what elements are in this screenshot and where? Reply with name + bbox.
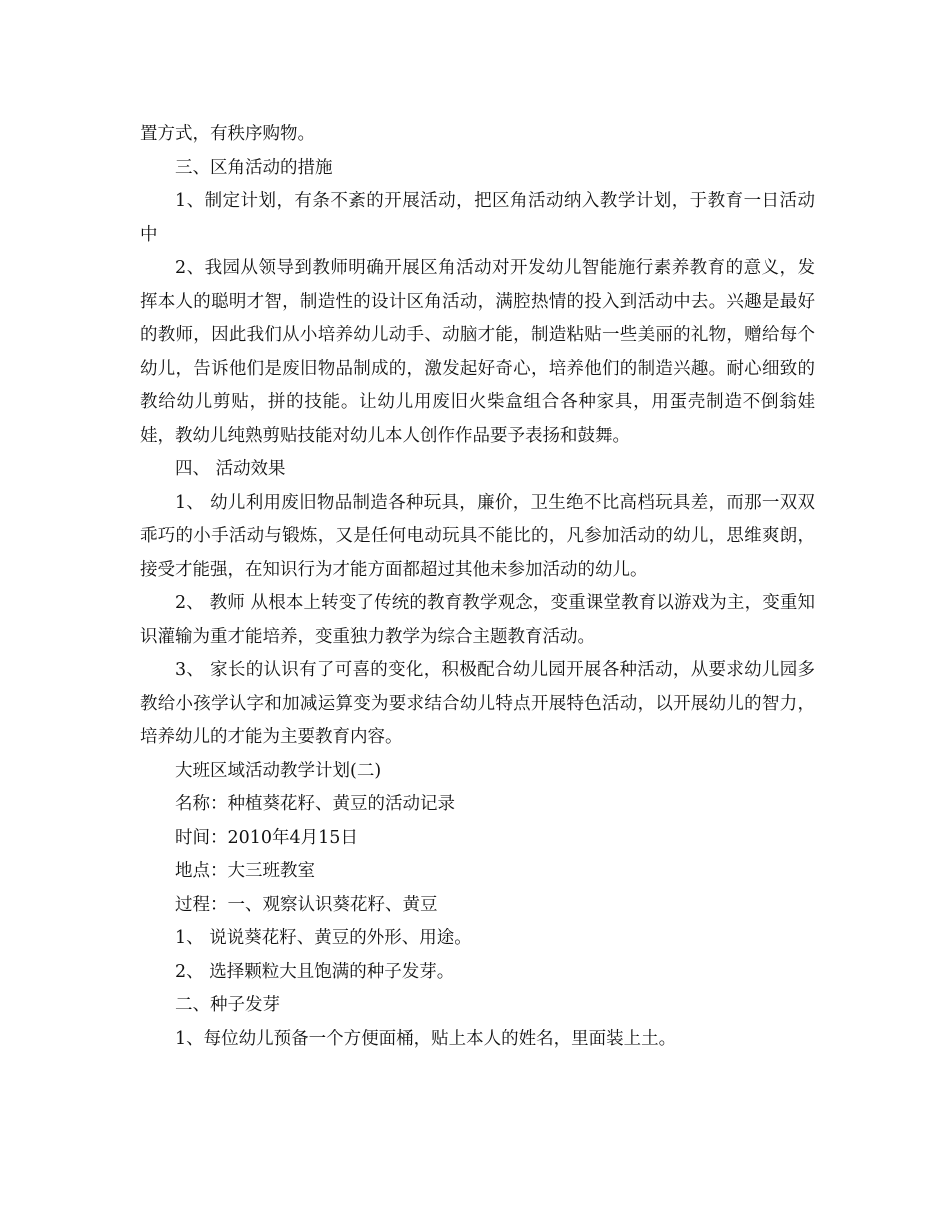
section-heading-effects: 四、 活动效果 (175, 459, 286, 479)
section-heading-germination: 二、种子发芽 (175, 995, 280, 1015)
paragraph-0: 置方式，有秩序购物。 (140, 124, 315, 144)
paragraph-7: 3、 家长的认识有了可喜的变化，积极配合幼儿园开展各种活动，从要求幼儿园多教给小孩学认字和加减运算变为要求结合幼儿特点开展特色活动，以开展幼儿的智力，培养幼儿的才能为主要教育内容。 (140, 660, 815, 747)
record-location: 地点：大三班教室 (175, 861, 315, 881)
paragraph-2: 1、制定计划，有条不紊的开展活动，把区角活动纳入教学计划，于教育一日活动中 (140, 191, 815, 245)
record-time: 时间：2010年4月15日 (175, 827, 358, 848)
section-heading-measures: 三、区角活动的措施 (175, 157, 333, 178)
paragraph-5: 1、 幼儿利用废旧物品制造各种玩具，廉价，卫生绝不比高档玩具差，而那一双双乖巧的小手活动与锻炼，又是任何电动玩具不能比的，凡参加活动的幼儿，思维爽朗，接受才能强，在知识行为才能方面都超过其他未参加活动的幼儿。 (140, 492, 815, 580)
process-step-2: 2、 选择颗粒大且饱满的种子发芽。 (175, 961, 455, 982)
record-name: 名称：种植葵花籽、黄豆的活动记录 (175, 794, 455, 814)
germination-step-1: 1、每位幼儿预备一个方便面桶，贴上本人的姓名，里面装上土。 (175, 1028, 677, 1049)
paragraph-3: 2、我园从领导到教师明确开展区角活动对开发幼儿智能施行素养教育的意义，发挥本人的聪明才智，制造性的设计区角活动，满腔热情的投入到活动中去。兴趣是最好的教师，因此我们从小培养幼儿动手、动脑才能，制造粘贴一些美丽的礼物，赠给每个幼儿，告诉他们是废旧物品制成的，激发起好奇心，培养他们的制造兴趣。耐心细致的教给幼儿剪贴，拼的技能。让幼儿用废旧火柴盒组合各种家具，用蛋壳制造不倒翁娃娃，教幼儿纯熟剪贴技能对幼儿本人创作作品要予表扬和鼓舞。 (140, 258, 815, 446)
record-process: 过程：一、观察认识葵花籽、黄豆 (175, 894, 438, 915)
paragraph-6: 2、 教师 从根本上转变了传统的教育教学观念，变重课堂教育以游戏为主，变重知识灌输为重才能培养，变重独力教学为综合主题教育活动。 (140, 593, 815, 647)
document-body (140, 118, 815, 1056)
process-step-1: 1、 说说葵花籽、黄豆的外形、用途。 (175, 928, 472, 948)
plan-title: 大班区域活动教学计划(二) (175, 760, 382, 781)
